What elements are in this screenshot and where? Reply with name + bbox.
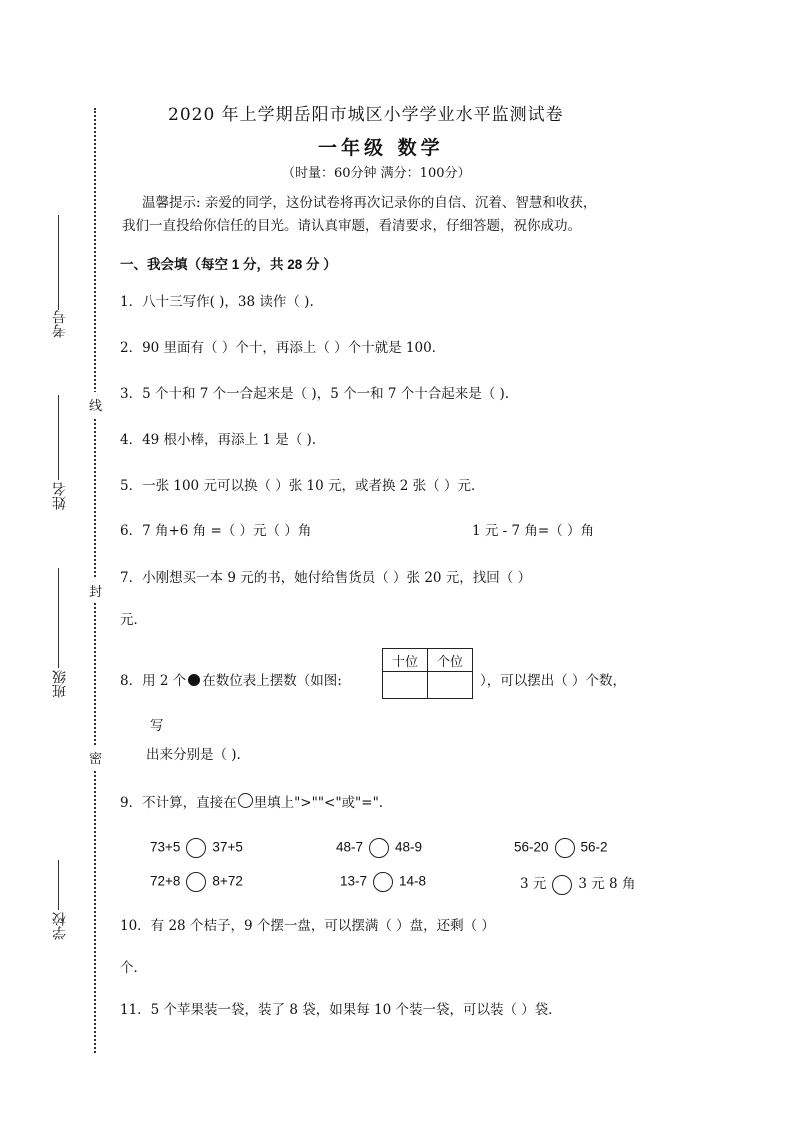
compare-left: 3 元 (520, 876, 547, 892)
question-8-mid: 在数位表上摆数（如图: (202, 673, 342, 689)
question-1: 1．八十三写作( )，38 读作（ ). (120, 294, 314, 310)
question-4: 4．49 根小棒，再添上 1 是（ ). (120, 432, 317, 448)
question-10b: 个． (120, 960, 147, 976)
compare-item (514, 838, 608, 858)
question-5: 5．一张 100 元可以换（ ）张 10 元，或者换 2 张（ ）元． (120, 478, 485, 494)
black-dot-icon (188, 674, 200, 686)
compare-item (520, 872, 635, 895)
question-7a: 7．小刚想买一本 9 元的书，她付给售货员（ ）张 20 元，找回（ ） (120, 570, 532, 586)
name-label: 姓名 (52, 482, 68, 510)
answer-circle[interactable] (186, 838, 206, 858)
question-8 (120, 669, 342, 689)
question-7b: 元． (120, 612, 147, 628)
question-3: 3．5 个十和 7 个一合起来是（ )，5 个一和 7 个十合起来是（ ). (120, 386, 510, 402)
compare-left: 73+5 (150, 839, 181, 855)
school-line (58, 860, 59, 910)
compare-item (150, 872, 243, 892)
answer-circle[interactable] (369, 838, 389, 858)
question-9-post: 里填上">""<"或"=". (253, 795, 384, 811)
compare-item (340, 872, 426, 892)
compare-left: 13-7 (340, 873, 368, 889)
answer-circle[interactable] (555, 838, 575, 858)
question-6a: 6．7 角+6 角 =（ ）元（ ）角 (120, 523, 312, 539)
place-value-header-tens: 十位 (383, 649, 428, 672)
question-8-post: ），可以摆出（ ）个数， (480, 673, 627, 689)
circle-icon (238, 793, 253, 808)
compare-item (336, 838, 422, 858)
seal-word-feng: 封 (89, 578, 102, 603)
place-value-table (382, 648, 473, 699)
compare-left: 56-20 (514, 839, 549, 855)
place-value-cell-ones (428, 672, 473, 699)
school-label: 学校 (52, 912, 68, 940)
seal-word-xian: 线 (89, 392, 102, 417)
question-10a: 10．有 28 个桔子，9 个摆一盘，可以摆满（ ）盘，还剩（ ） (120, 918, 495, 934)
question-8-pre: 8．用 2 个 (120, 673, 187, 689)
exam-no-line (58, 215, 59, 310)
compare-item (150, 838, 243, 858)
place-value-cell-tens (383, 672, 428, 699)
answer-circle[interactable] (552, 875, 572, 895)
compare-right: 8+72 (212, 873, 243, 889)
exam-title: 2020 年上学期岳阳市城区小学学业水平监测试卷 (168, 105, 564, 125)
exam-no-label: 考号 (52, 310, 68, 338)
exam-meta: （时量：60分钟 满分：100分） (282, 166, 471, 181)
class-label: 班级 (52, 670, 68, 698)
question-8c: 出来分别是（ ). (146, 747, 241, 763)
name-line (58, 395, 59, 480)
question-2: 2．90 里面有（ ）个十，再添上（ ）个十就是 100． (120, 340, 446, 356)
compare-right: 48-9 (395, 839, 423, 855)
compare-left: 72+8 (150, 873, 181, 889)
place-value-header-ones: 个位 (428, 649, 473, 672)
question-8b: 写 (150, 718, 164, 734)
question-9-pre: 9．不计算，直接在 (120, 795, 237, 811)
compare-right: 14-8 (399, 873, 427, 889)
intro-line-2: 我们一直投给你信任的目光。请认真审题，看清要求，仔细答题，祝你成功。 (122, 218, 581, 234)
answer-circle[interactable] (186, 872, 206, 892)
intro-line-1: 温馨提示: 亲爱的同学，这份试卷将再次记录你的自信、沉着、智慧和收获， (142, 195, 597, 211)
answer-circle[interactable] (373, 872, 393, 892)
compare-right: 3 元 8 角 (578, 876, 636, 892)
seal-word-mi: 密 (89, 745, 102, 770)
compare-right: 37+5 (212, 839, 243, 855)
compare-right: 56-2 (580, 839, 608, 855)
question-6b: 1 元 - 7 角=（ ）角 (472, 523, 595, 539)
question-9 (120, 791, 383, 811)
section-heading: 一、我会填（每空 1 分，共 28 分 ） (120, 257, 337, 272)
exam-subtitle: 一年级 数学 (318, 137, 444, 159)
compare-left: 48-7 (336, 839, 364, 855)
class-line (58, 568, 59, 668)
question-11: 11．5 个苹果装一袋，装了 8 袋，如果每 10 个装一袋，可以装（ ）袋． (120, 1002, 562, 1018)
